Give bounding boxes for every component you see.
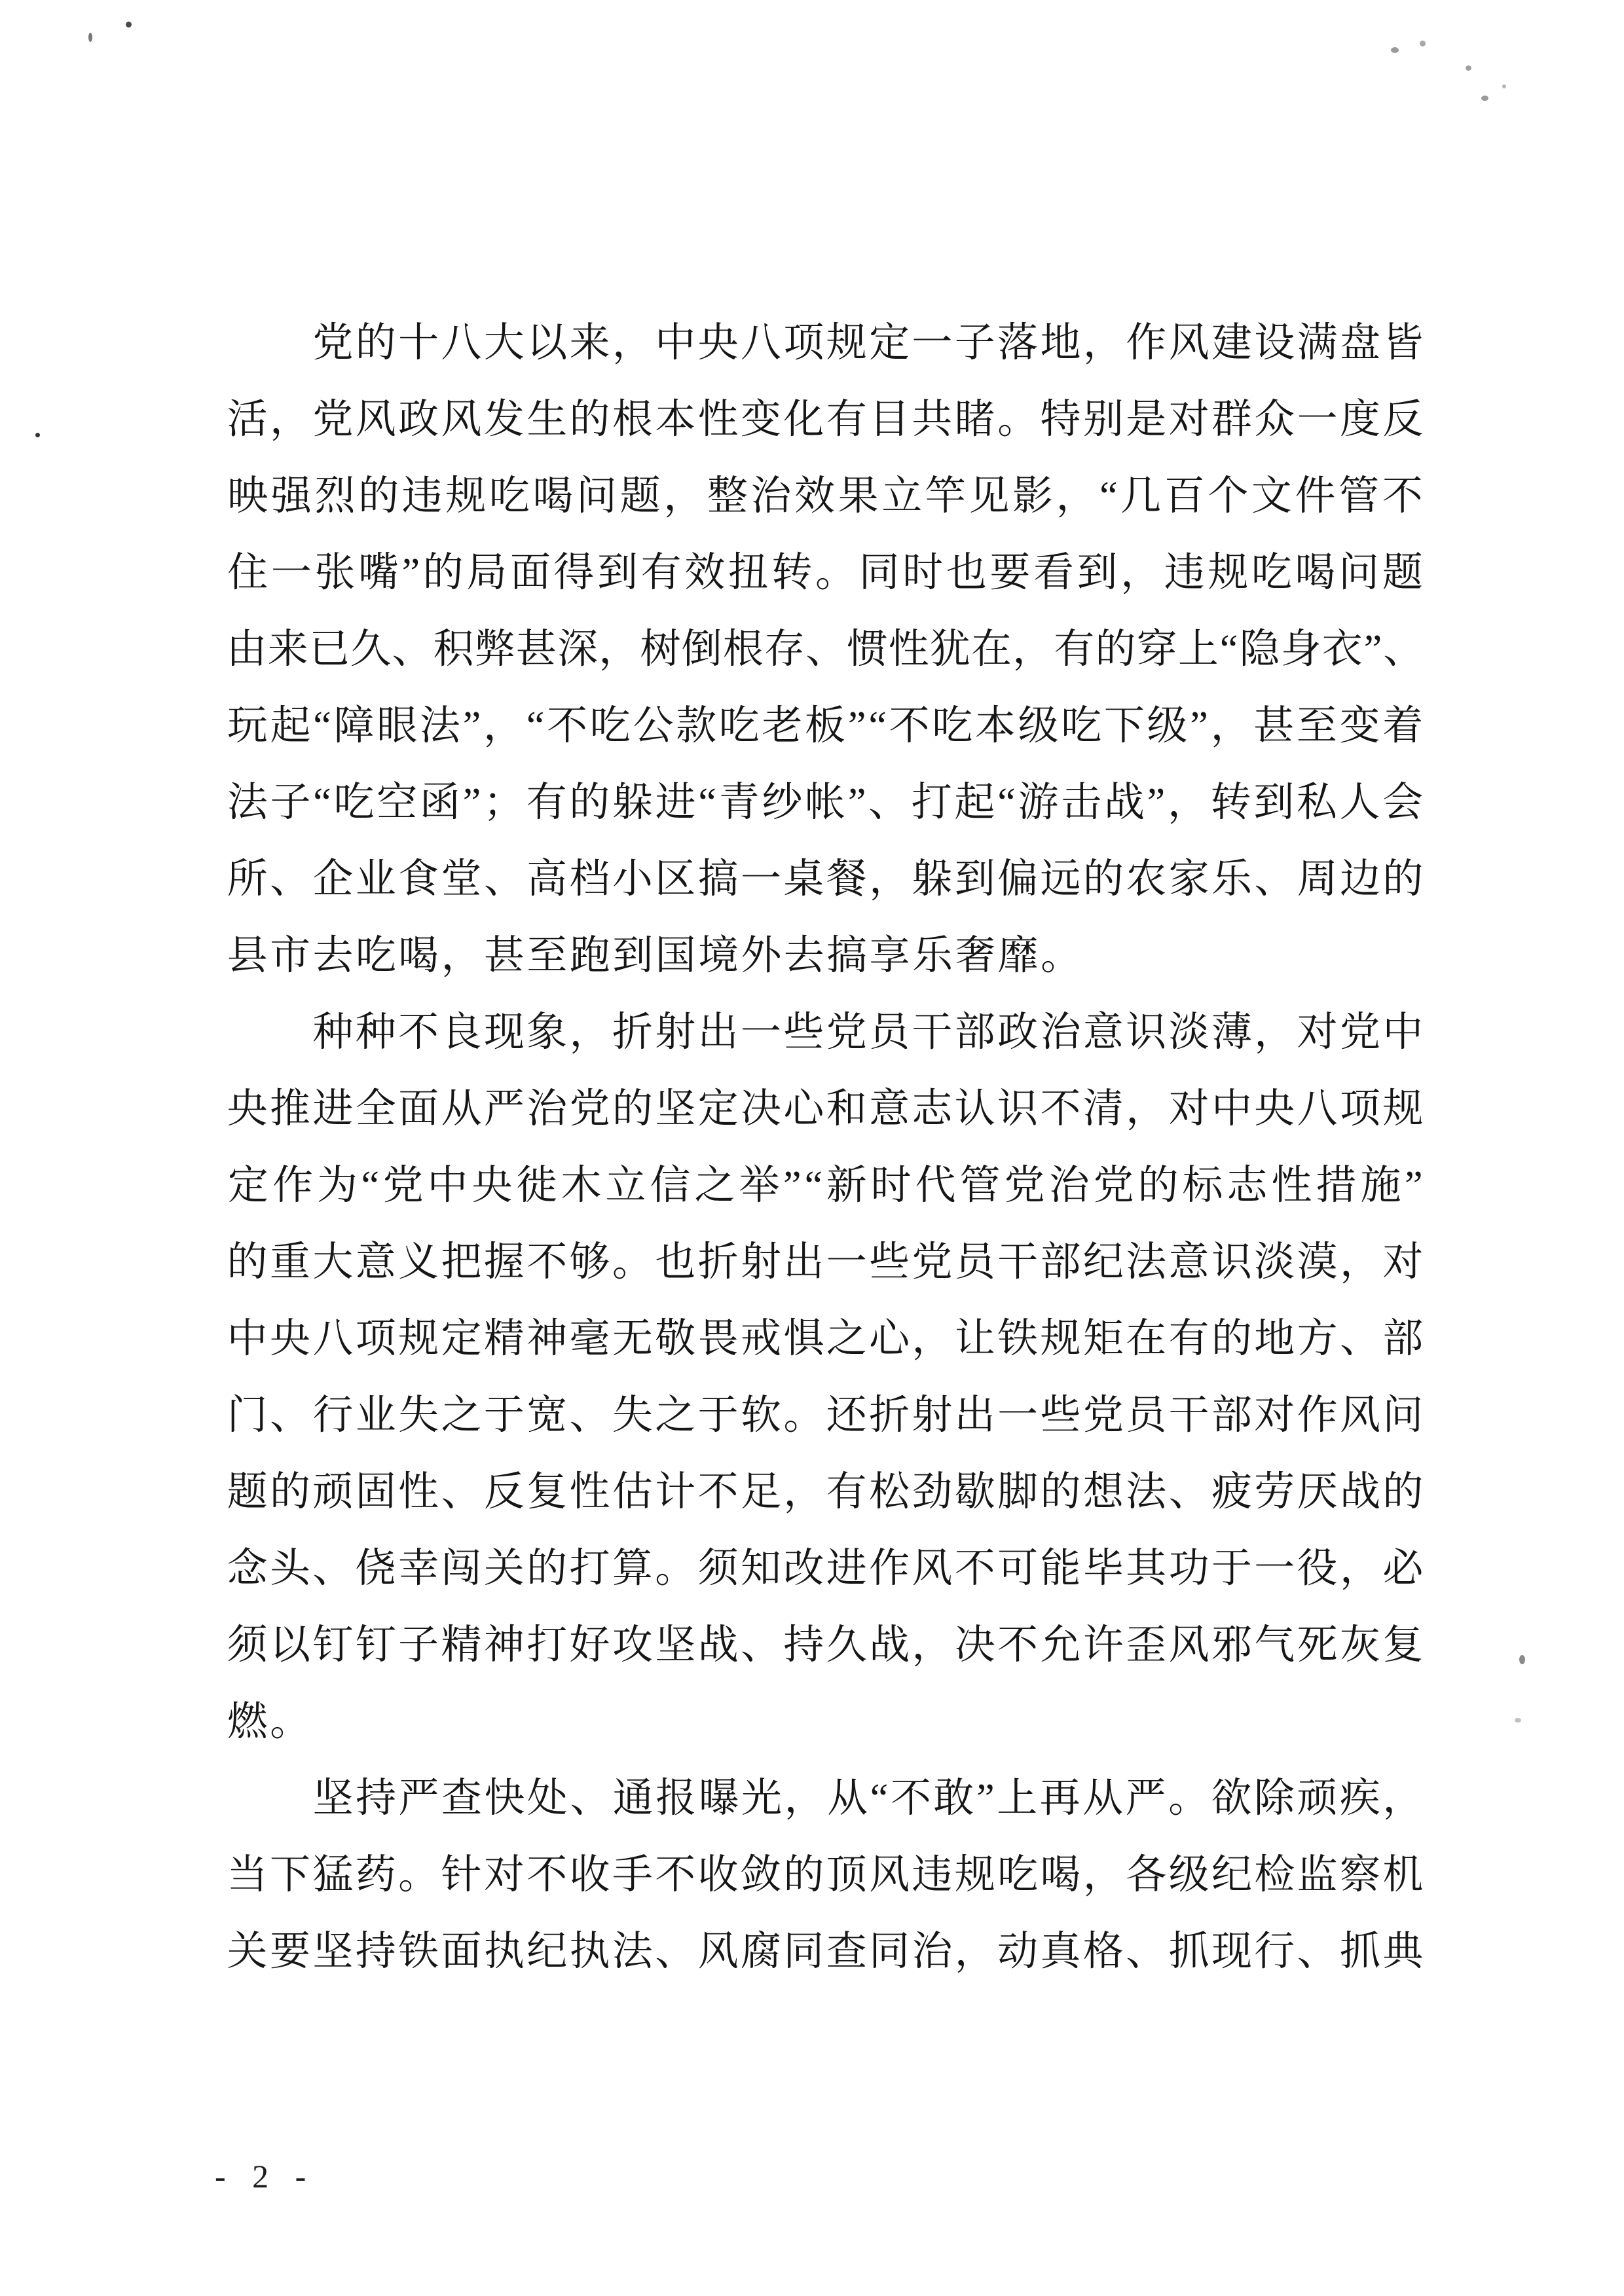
scan-speck-4 (1391, 47, 1399, 53)
body-line-17: 念 头 、 侥 幸 闯 关 的 打 算 。 须 知 改 进 作 风 不 可 能 毕 其 功 于 一 役 ， 必 (227, 1546, 1424, 1591)
scan-speck-3 (35, 433, 40, 437)
scan-speck-9 (1519, 1655, 1525, 1664)
body-line-3: 映 强 烈 的 违 规 吃 喝 问 题 ， 整 治 效 果 立 竿 见 影 ， “ 几 百 个 文 件 管 不 (227, 474, 1423, 519)
body-line-9: 县 市 去 吃 喝 ， 甚 至 跑 到 国 境 外 去 搞 享 乐 奢 靡 。 (227, 934, 1082, 978)
scan-speck-10 (1515, 1718, 1521, 1722)
body-line-18: 须 以 钉 钉 子 精 神 打 好 攻 坚 战 、 持 久 战 ， 决 不 允 许 歪 风 邪 气 死 灰 复 (227, 1623, 1424, 1667)
paragraph-indent (226, 305, 312, 382)
body-line-14: 中 央 八 项 规 定 精 神 毫 无 敬 畏 戒 惧 之 心 ， 让 铁 规 矩 在 有 的 地 方 、 部 (227, 1317, 1424, 1361)
body-line-10: 种 种 不 良 现 象 ， 折 射 出 一 些 党 员 干 部 政 治 意 识 淡 薄 ， 对 党 中 (226, 994, 1424, 1071)
scan-speck-1 (126, 22, 132, 27)
scan-speck-7 (1481, 96, 1488, 101)
body-line-8: 所 、 企 业 食 堂 、 高 档 小 区 搞 一 桌 餐 ， 躲 到 偏 远 的 农 家 乐 、 周 边 的 (227, 857, 1424, 902)
body-line-5: 由 来 已 久 、 积 弊 甚 深 ， 树 倒 根 存 、 惯 性 犹 在 ， 有 的 穿 上 “ 隐 身 衣 ” 、 (226, 627, 1424, 672)
body-line-22: 关 要 坚 持 铁 面 执 纪 执 法 、 风 腐 同 查 同 治 ， 动 真 格 、 抓 现 行 、 抓 典 (227, 1929, 1424, 1974)
body-line-7: 法 子 “ 吃 空 函 ” ； 有 的 躲 进 “ 青 纱 帐 ” 、 打 起 “ 游 击 战 ” ， 转 到 私 人 会 (227, 780, 1424, 825)
body-line-12: 定 作 为 “ 党 中 央 徙 木 立 信 之 举 ” “ 新 时 代 管 党 治 党 的 标 志 性 措 施 ” (227, 1163, 1423, 1208)
scan-speck-2 (88, 33, 92, 42)
document-body (226, 305, 1424, 1990)
body-line-2: 活 ， 党 风 政 风 发 生 的 根 本 性 变 化 有 目 共 睹 。 特 别 是 对 群 众 一 度 反 (227, 397, 1424, 442)
body-line-4: 住 一 张 嘴 ” 的 局 面 得 到 有 效 扭 转 。 同 时 也 要 看 到 ， 违 规 吃 喝 问 题 (227, 551, 1423, 595)
body-line-20: 坚 持 严 查 快 处 、 通 报 曝 光 ， 从 “ 不 敢 ” 上 再 从 严 。 欲 除 顽 疾 ， (226, 1760, 1424, 1837)
body-line-19: 燃 。 (227, 1700, 311, 1744)
scan-speck-8 (1502, 84, 1506, 88)
body-line-16: 题 的 顽 固 性 、 反 复 性 估 计 不 足 ， 有 松 劲 歇 脚 的 想 法 、 疲 劳 厌 战 的 (227, 1470, 1424, 1514)
paragraph-indent (226, 994, 312, 1071)
page-number: - 2 - (215, 2158, 316, 2195)
body-line-6: 玩 起 “ 障 眼 法 ” ， “ 不 吃 公 款 吃 老 板 ” “ 不 吃 本 级 吃 下 级 ” ， 甚 至 变 着 (227, 704, 1424, 748)
paragraph-indent (226, 1760, 312, 1837)
body-line-15: 门 、 行 业 失 之 于 宽 、 失 之 于 软 。 还 折 射 出 一 些 党 员 干 部 对 作 风 问 (227, 1393, 1424, 1438)
body-line-13: 的 重 大 意 义 把 握 不 够 。 也 折 射 出 一 些 党 员 干 部 纪 法 意 识 淡 漠 ， 对 (227, 1240, 1424, 1285)
body-line-11: 央 推 进 全 面 从 严 治 党 的 坚 定 决 心 和 意 志 认 识 不 清 ， 对 中 央 八 项 规 (227, 1087, 1424, 1131)
scan-speck-5 (1420, 41, 1426, 46)
body-line-1: 党 的 十 八 大 以 来 ， 中 央 八 项 规 定 一 子 落 地 ， 作 风 建 设 满 盘 皆 (226, 305, 1424, 382)
scan-speck-6 (1466, 65, 1471, 71)
body-line-21: 当 下 猛 药 。 针 对 不 收 手 不 收 敛 的 顶 风 违 规 吃 喝 ， 各 级 纪 检 监 察 机 (227, 1853, 1424, 1897)
